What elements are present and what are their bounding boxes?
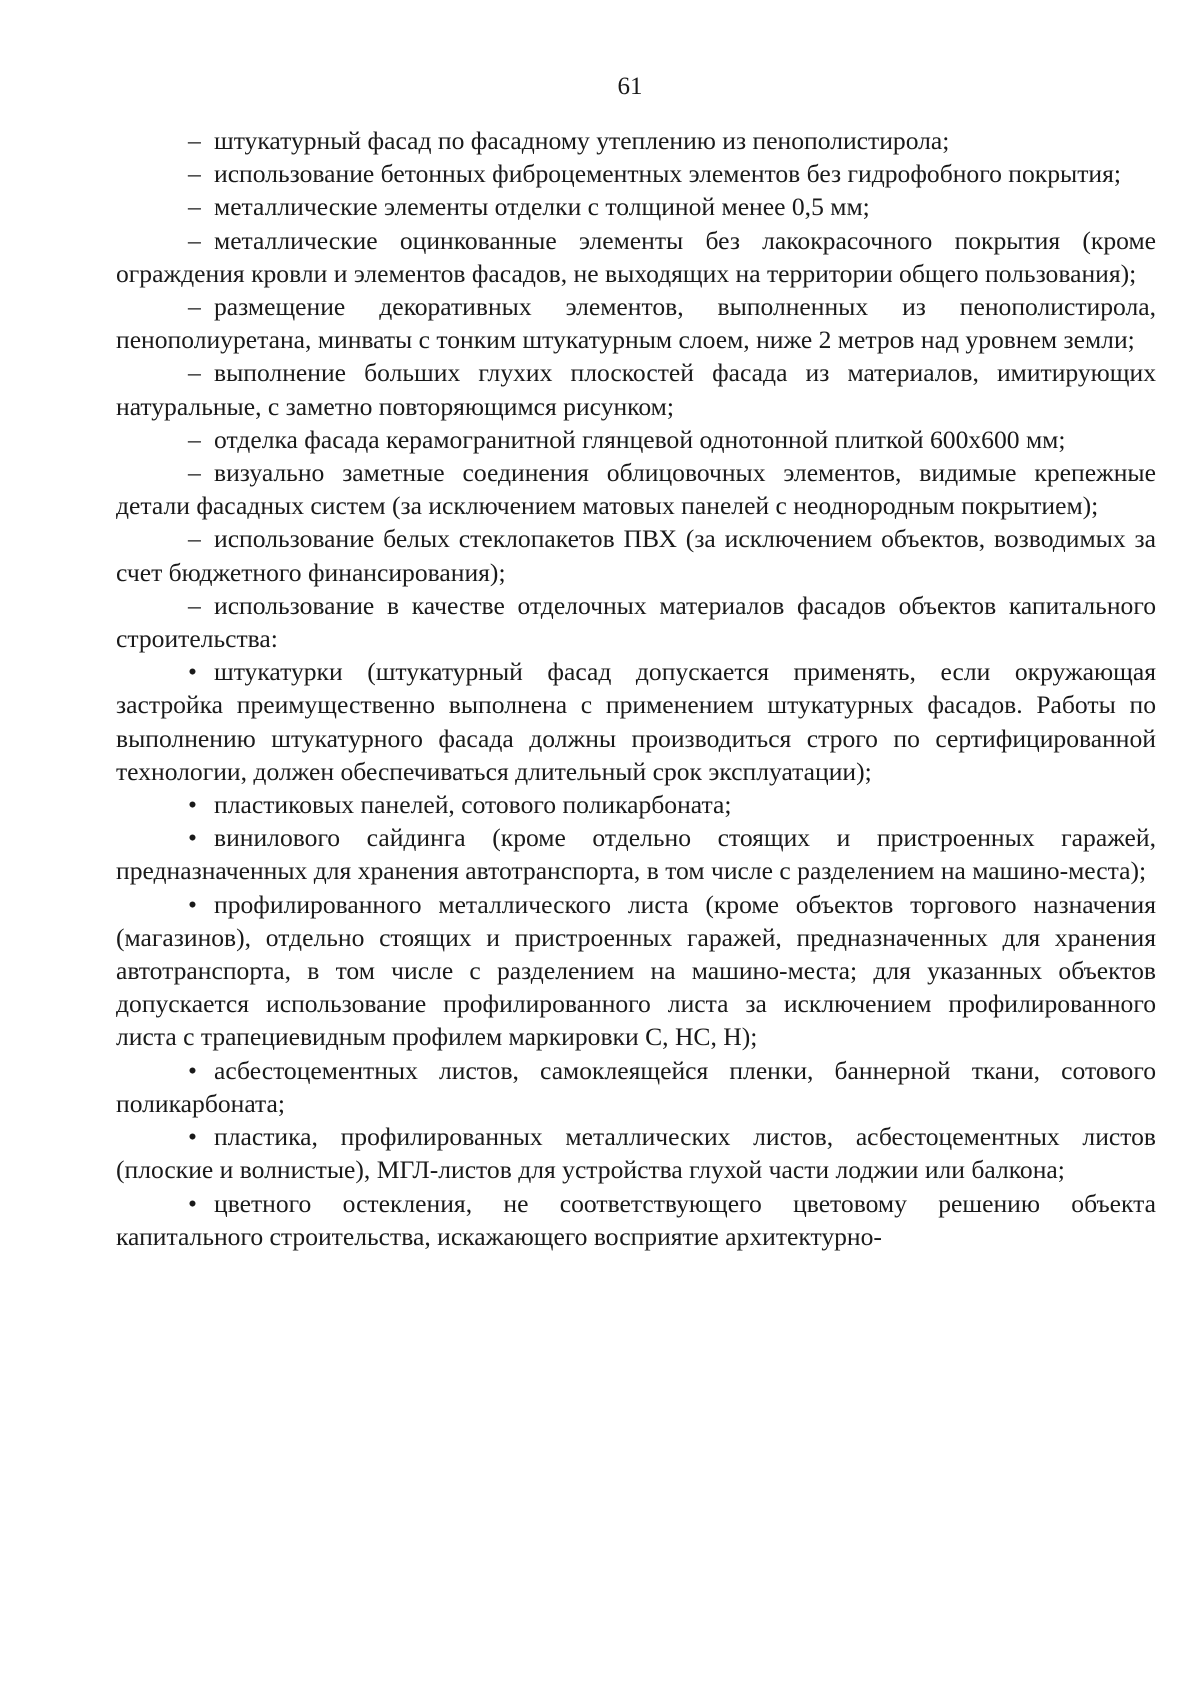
bullet-item-text: пластиковых панелей, сотового поликарбоната; (214, 790, 732, 820)
dash-marker: – (188, 225, 201, 255)
bullet-item (116, 888, 1156, 1054)
dash-marker: – (188, 192, 201, 222)
bullet-marker: • (188, 889, 197, 919)
dash-marker: – (188, 424, 201, 454)
dash-marker: – (188, 126, 201, 155)
list-item (116, 456, 1156, 522)
bullet-marker: • (188, 790, 197, 820)
bullet-item (116, 788, 1156, 821)
list-item (116, 423, 1156, 456)
list-item-text: металлические элементы отделки с толщиной менее 0,5 мм; (214, 192, 870, 222)
bullet-marker: • (188, 1122, 197, 1152)
bullet-item (116, 1054, 1156, 1120)
list-item (116, 589, 1156, 655)
bullet-item (116, 1120, 1156, 1186)
bullet-item-text: профилированного металлического листа (кроме объектов торгового назначения (магазинов), отдельно стоящих и пристроенных гаражей, предназначенных для хранения автотранспорта, в том числе с разделением на машино-места; для указанных объектов допускается использование профилированного листа за исключением профилированного листа с трапециевидным профилем маркировки С, НС, Н); (116, 889, 1156, 1052)
bullet-item-text: винилового сайдинга (кроме отдельно стоящих и пристроенных гаражей, предназначенных для хранения автотранспорта, в том числе с разделением на машино-места); (116, 823, 1156, 886)
bullet-item-text: штукатурки (штукатурный фасад допускается применять, если окружающая застройка преимущественно выполнена с применением штукатурных фасадов. Работы по выполнению штукатурного фасада должны производиться строго по сертифицированной технологии, должен обеспечиваться длительный срок эксплуатации); (116, 657, 1156, 786)
bullet-item-text: асбестоцементных листов, самоклеящейся пленки, баннерной ткани, сотового поликарбоната; (116, 1055, 1156, 1118)
bullet-item-text: цветного остекления, не соответствующего цветовому решению объекта капитального строительства, искажающего восприятие архитектурно- (116, 1188, 1156, 1251)
dash-marker: – (188, 159, 201, 189)
bullet-item (116, 821, 1156, 887)
list-item-text: выполнение больших глухих плоскостей фасада из материалов, имитирующих натуральные, с заметно повторяющимся рисунком; (116, 358, 1156, 421)
bullet-item (116, 1187, 1156, 1253)
list-item (116, 190, 1156, 223)
dash-marker: – (188, 590, 201, 620)
list-item-text: использование бетонных фиброцементных элементов без гидрофобного покрытия; (214, 159, 1121, 189)
bullet-item-text: пластика, профилированных металлических листов, асбестоцементных листов (плоские и волнистые), МГЛ-листов для устройства глухой части лоджии или балкона; (116, 1122, 1156, 1185)
list-item (116, 124, 1156, 157)
dash-marker: – (188, 292, 201, 322)
list-item (116, 356, 1156, 422)
document-body (116, 124, 1156, 1253)
list-item-text: визуально заметные соединения облицовочных элементов, видимые крепежные детали фасадных систем (за исключением матовых панелей с неоднородным покрытием); (116, 458, 1156, 521)
list-item-text: использование в качестве отделочных материалов фасадов объектов капитального строительства: (116, 590, 1156, 654)
list-item-text: использование белых стеклопакетов ПВХ (за исключением объектов, возводимых за счет бюджетного финансирования); (116, 524, 1156, 587)
list-item (116, 157, 1156, 190)
list-item-text: металлические оцинкованные элементы без лакокрасочного покрытия (кроме ограждения кровли и элементов фасадов, не выходящих на территории общего пользования); (116, 225, 1156, 288)
list-item-text: размещение декоративных элементов, выполненных из пенополистирола, пенополиуретана, минваты с тонким штукатурным слоем, ниже 2 метров над уровнем земли; (116, 292, 1156, 355)
bullet-item (116, 655, 1156, 788)
list-item (116, 522, 1156, 588)
list-item (116, 290, 1156, 356)
list-item-text: отделка фасада керамогранитной глянцевой однотонной плиткой 600х600 мм; (214, 424, 1066, 454)
page-number: 61 (617, 73, 643, 100)
list-item (116, 224, 1156, 290)
dash-marker: – (188, 524, 201, 554)
bullet-marker: • (188, 1055, 197, 1085)
bullet-marker: • (188, 823, 197, 853)
list-item-text: штукатурный фасад по фасадному утеплению из пенополистирола; (214, 126, 950, 155)
dash-marker: – (188, 458, 201, 488)
bullet-marker: • (188, 657, 197, 687)
bullet-marker: • (188, 1188, 197, 1218)
dash-marker: – (188, 358, 201, 388)
